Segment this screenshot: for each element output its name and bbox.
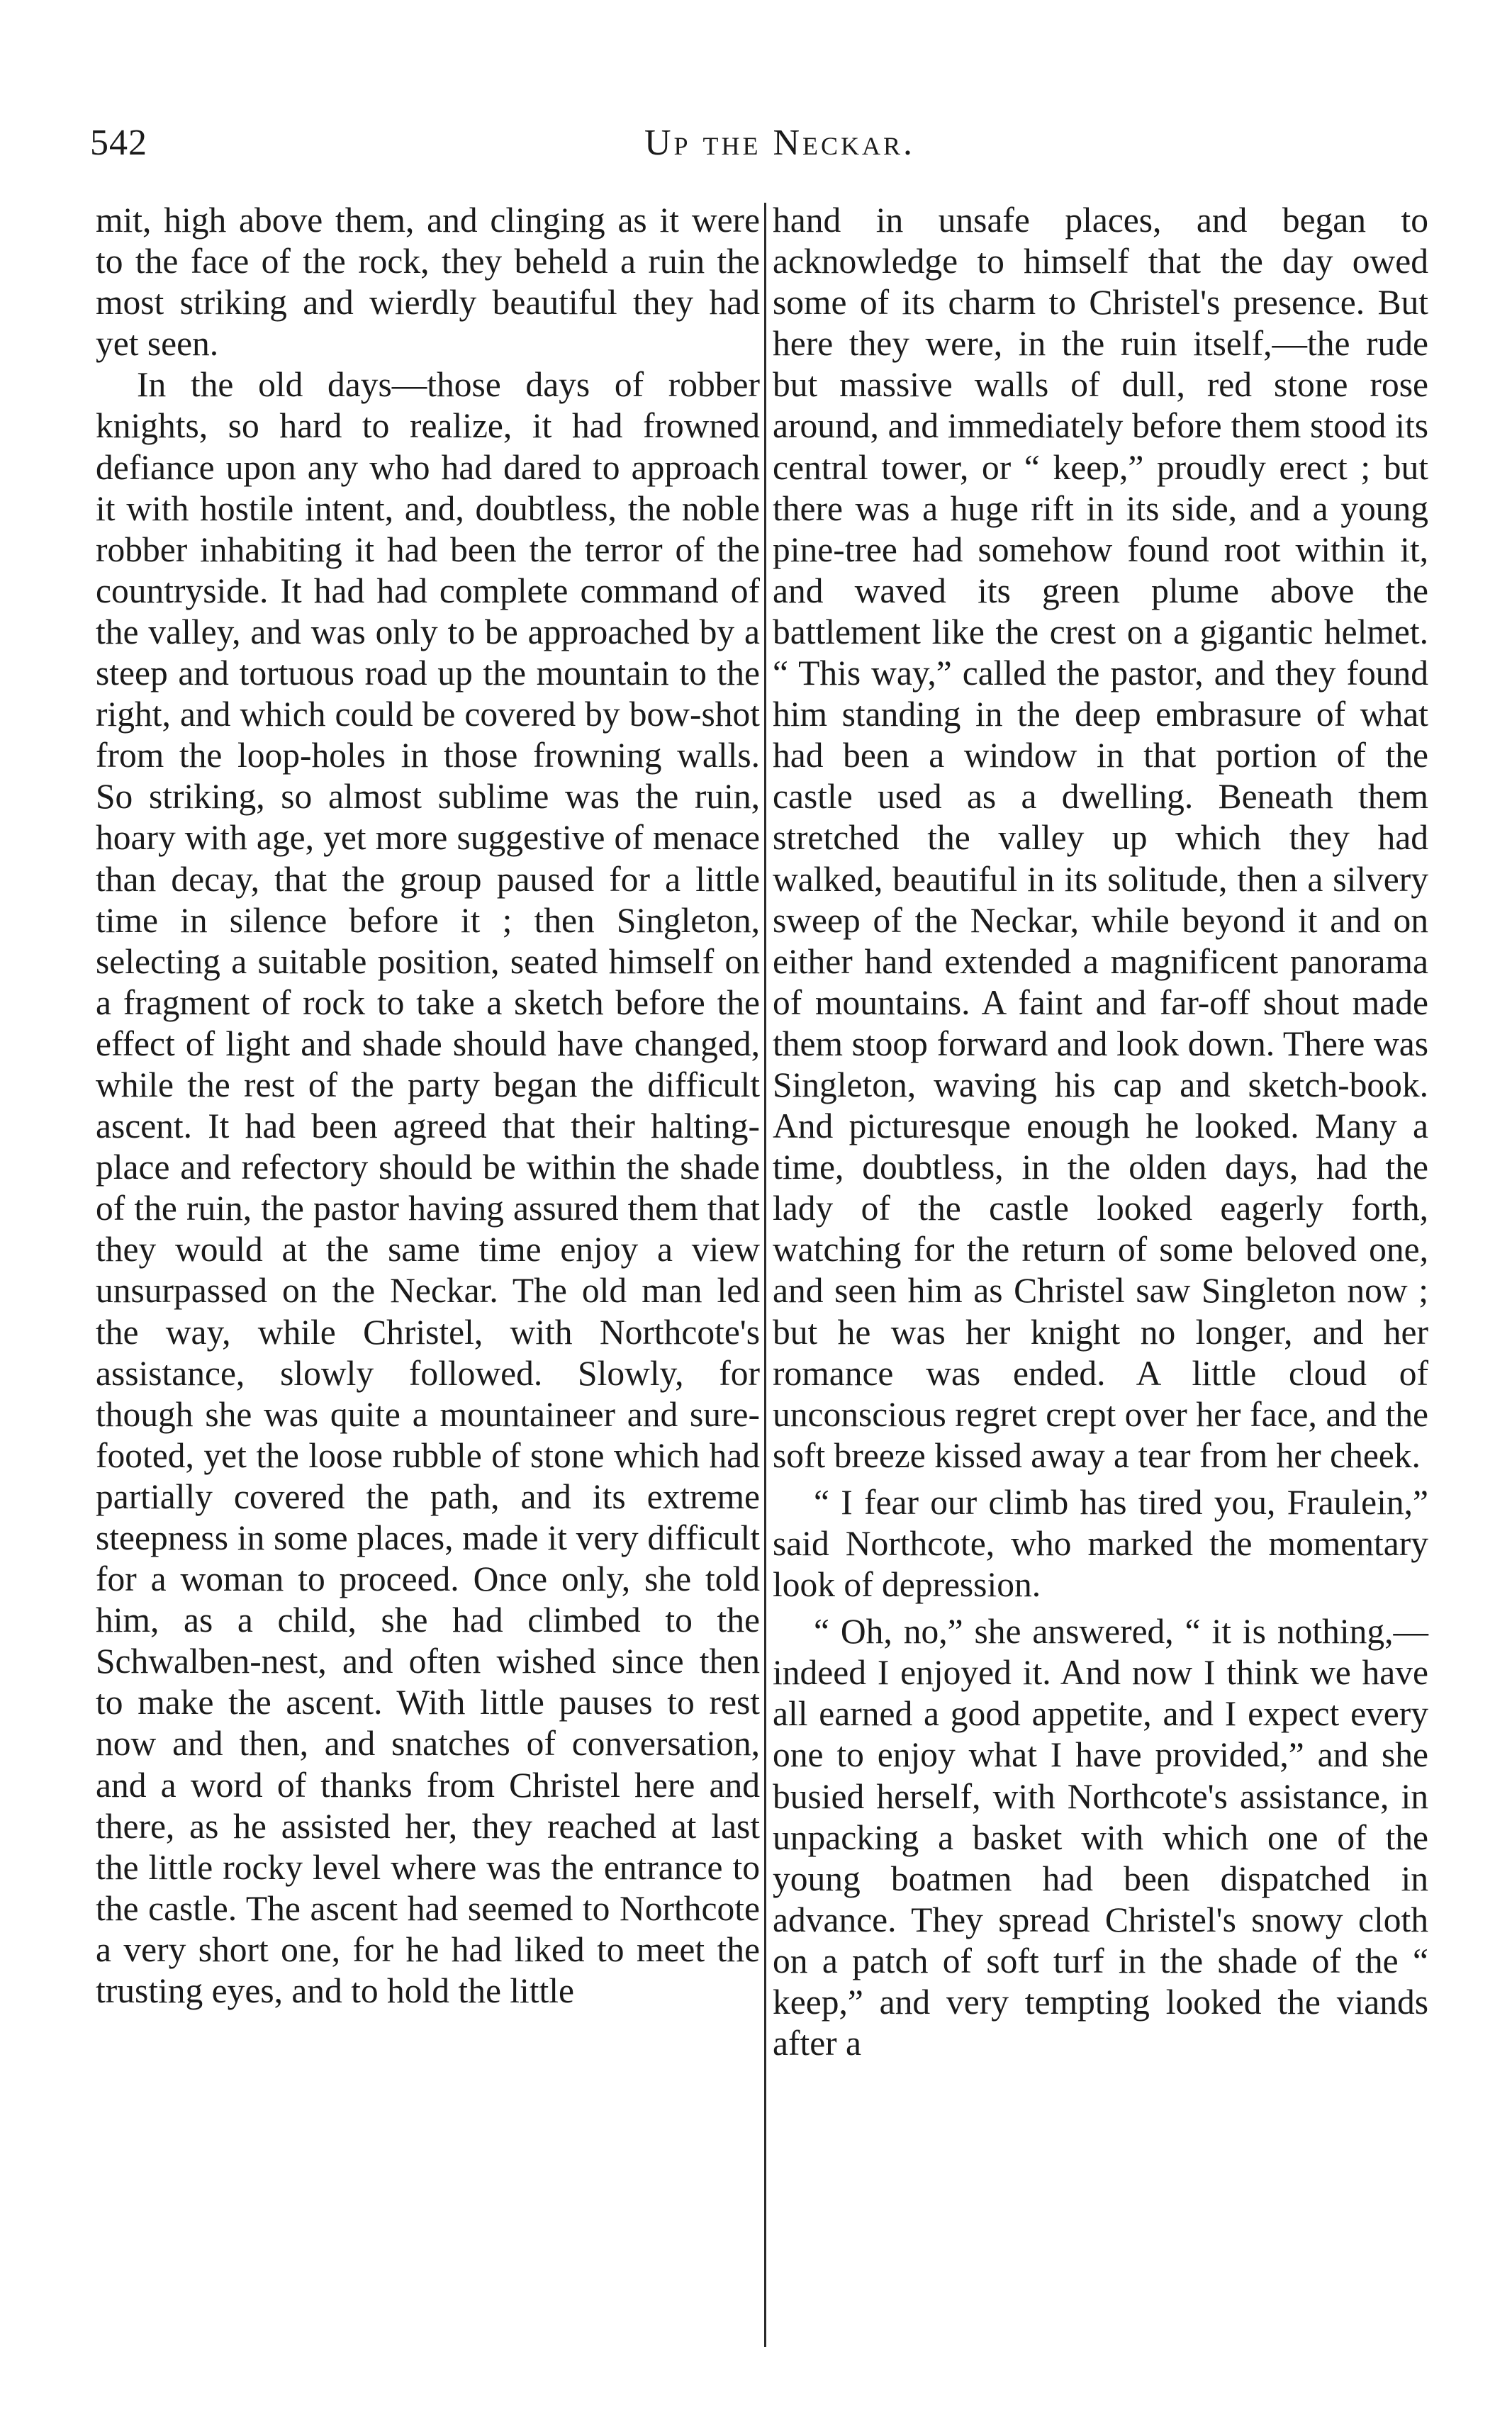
running-title: Up the Neckar.: [644, 123, 916, 163]
paragraph: hand in unsafe places, and began to acknowledge to himself that the day owed some of its charm to Christel's presence. But here they were, in the ruin itself,—the rude but massive walls of dull, red stone rose around, and immediately before them stood its central tower, or “ keep,” proudly erect ; but there was a huge rift in its side, and a young pine-tree had somehow found root within it, and waved its green plume above the battlement like the crest on a gigantic helmet. “ This way,” called the pastor, and they found him standing in the deep embrasure of what had been a window in that portion of the castle used as a dwelling. Beneath them stretched the valley up which they had walked, beautiful in its solitude, then a silvery sweep of the Neckar, while beyond it and on either hand extended a magnificent panorama of mountains. A faint and far-off shout made them stoop forward and look down. There was Singleton, waving his cap and sketch-book. And picturesque enough he looked. Many a time, doubtless, in the olden days, had the lady of the castle looked eagerly forth, watching for the return of some beloved one, and seen him as Christel saw Singleton now ; but he was her knight no longer, and her romance was ended. A little cloud of unconscious regret crept over her face, and the soft breeze kissed away a tear from her cheek.: [773, 201, 1428, 1475]
column-divider: [764, 203, 766, 2347]
paragraph: “ Oh, no,” she answered, “ it is nothing,—indeed I enjoyed it. And now I think we have all earned a good appetite, and I expect every one to enjoy what I have provided,” and she busied herself, with Northcote's assistance, in unpacking a basket with which one of the young boatmen had been dispatched in advance. They spread Christel's snowy cloth on a patch of soft turf in the shade of the “ keep,” and very tempting looked the viands after a: [773, 1612, 1428, 2063]
right-column: [773, 200, 1428, 2064]
page-number: 542: [90, 123, 147, 163]
paragraph: In the old days—those days of robber knights, so hard to realize, it had frowned defiance upon any who had dared to approach it with hostile intent, and, doubtless, the noble robber inhabiting it had been the terror of the countryside. It had had complete command of the valley, and was only to be approached by a steep and tortuous road up the mountain to the right, and which could be covered by bow-shot from the loop-holes in those frowning walls. So striking, so almost sublime was the ruin, hoary with age, yet more suggestive of menace than decay, that the group paused for a little time in silence before it ; then Singleton, selecting a suitable position, seated himself on a fragment of rock to take a sketch before the effect of light and shade should have changed, while the rest of the party began the difficult ascent. It had been agreed that their halting-place and refectory should be within the shade of the ruin, the pastor having assured them that they would at the same time enjoy a view unsurpassed on the Neckar. The old man led the way, while Christel, with Northcote's assistance, slowly followed. Slowly, for though she was quite a mountaineer and sure-footed, yet the loose rubble of stone which had partially covered the path, and its extreme steepness in some places, made it very difficult for a woman to proceed. Once only, she told him, as a child, she had climbed to the Schwalben-nest, and often wished since then to make the ascent. With little pauses to rest now and then, and snatches of conversation, and a word of thanks from Christel here and there, as he assisted her, they reached at last the little rocky level where was the entrance to the castle. The ascent had seemed to Northcote a very short one, for he had liked to meet the trusting eyes, and to hold the little: [96, 365, 760, 2011]
paragraph: “ I fear our climb has tired you, Fraulein,” said Northcote, who marked the momentary look of depression.: [773, 1482, 1428, 1605]
left-column: [96, 200, 760, 2012]
paragraph: mit, high above them, and clinging as it were to the face of the rock, they beheld a ruin the most striking and wierdly beautiful they had yet seen.: [96, 201, 760, 364]
